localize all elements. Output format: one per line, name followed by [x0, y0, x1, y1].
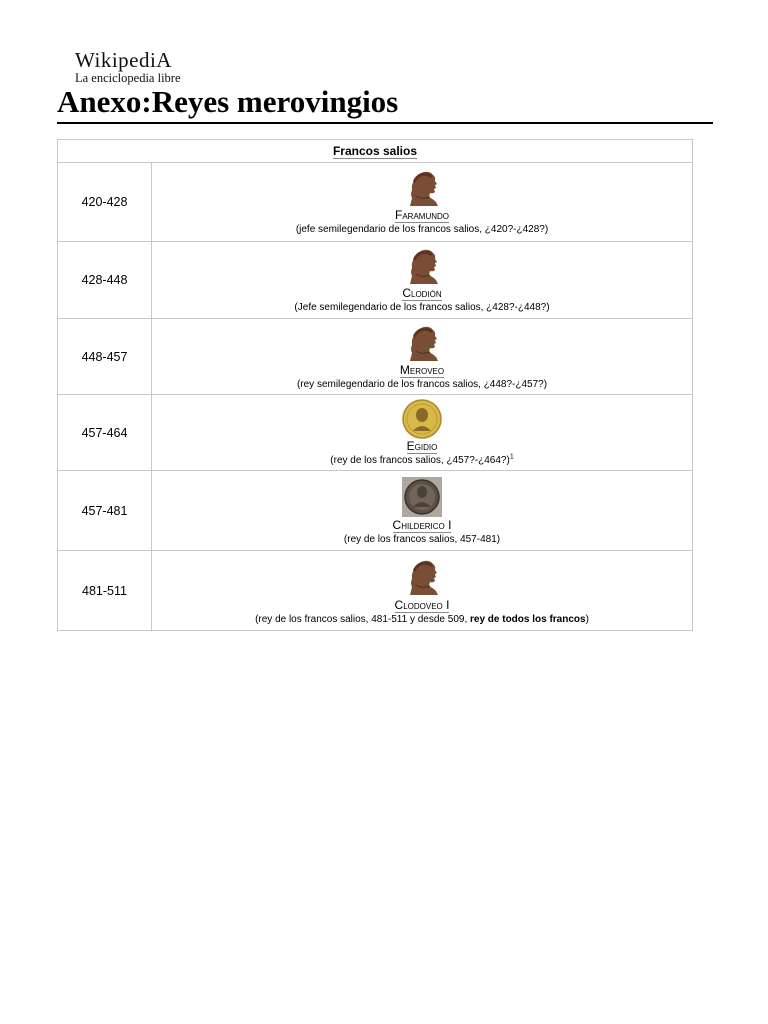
table-row [58, 163, 693, 242]
reign-period: 457-464 [58, 395, 152, 471]
table-row [58, 395, 693, 471]
king-description: (Jefe semilegendario de los francos salios, ¿428?-¿448?) [294, 302, 550, 313]
king-name-link[interactable]: Clodión [402, 286, 442, 300]
page-title: Anexo:Reyes merovingios [57, 82, 713, 124]
profile-bust-icon[interactable] [402, 556, 442, 598]
king-cell [152, 551, 693, 631]
king-cell [152, 319, 693, 395]
king-cell [152, 242, 693, 319]
gold-coin-icon[interactable] [402, 399, 442, 439]
reign-period: 420-428 [58, 163, 152, 242]
king-cell [152, 395, 693, 471]
king-cell [152, 471, 693, 551]
table-row [58, 319, 693, 395]
king-name-link[interactable]: Clodoveo I [394, 597, 450, 612]
profile-bust-icon[interactable] [402, 168, 442, 208]
reign-period: 428-448 [58, 242, 152, 319]
wikipedia-logo[interactable] [75, 49, 181, 85]
merovingian-kings-table [57, 139, 693, 631]
king-cell [152, 163, 693, 242]
king-name-link[interactable]: Faramundo [395, 208, 449, 222]
king-description-bold[interactable]: rey de todos los francos [470, 613, 586, 625]
reign-period: 481-511 [58, 551, 152, 631]
seal-ring-icon[interactable] [402, 476, 442, 518]
table-header-label: Francos salios [332, 144, 418, 158]
king-description [152, 454, 692, 467]
king-description-text: (rey de los francos salios, 481-511 y desde 509, [255, 613, 470, 625]
wikipedia-tagline: La enciclopedia libre [75, 71, 181, 85]
reign-period: 457-481 [58, 471, 152, 551]
king-description-close: ) [585, 613, 589, 625]
king-name-link[interactable]: Meroveo [399, 362, 445, 377]
table-row [58, 471, 693, 551]
profile-bust-icon[interactable] [402, 323, 442, 363]
footnote-link[interactable]: 1 [509, 453, 514, 461]
king-name-link[interactable]: Childerico I [392, 517, 452, 532]
reign-period: 448-457 [58, 319, 152, 395]
table-header[interactable] [58, 140, 693, 163]
king-description [152, 613, 692, 626]
wikipedia-wordmark: WikipediA [75, 48, 172, 72]
king-description-text: (rey de los francos salios, ¿457?-¿464?) [330, 454, 510, 466]
profile-bust-icon[interactable] [402, 246, 442, 286]
king-description: (rey semilegendario de los francos salios, ¿448?-¿457?) [296, 378, 548, 390]
table-row [58, 242, 693, 319]
king-name-link[interactable]: Egidio [406, 438, 438, 453]
king-description: (rey de los francos salios, 457-481) [343, 533, 501, 545]
table-row [58, 551, 693, 631]
king-description: (jefe semilegendario de los francos salios, ¿420?-¿428?) [295, 224, 549, 235]
